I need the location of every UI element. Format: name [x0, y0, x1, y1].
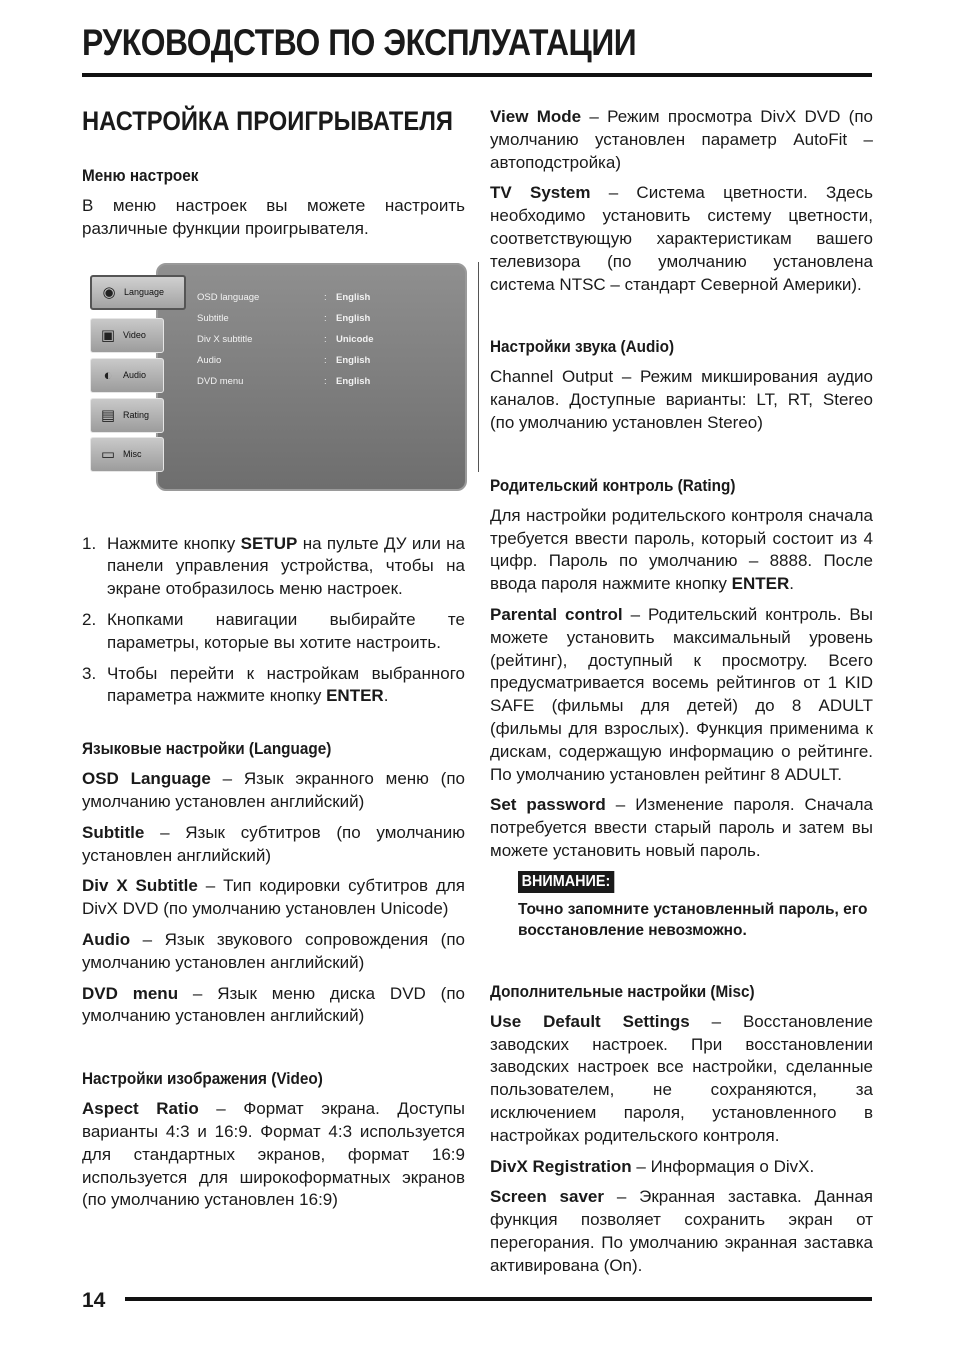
step-key: ENTER: [326, 686, 384, 706]
language-option-item: [82, 875, 465, 921]
menu-settings-table: [197, 287, 437, 392]
menu-row-value: English: [336, 291, 371, 303]
language-heading: Языковые настройки (Language): [82, 739, 332, 759]
right-column: [490, 106, 873, 1285]
step-item: [82, 609, 465, 655]
setup-menu-intro: В меню настроек вы можете настроить различные функции проигрывателя.: [82, 196, 465, 238]
video-option-item: [490, 106, 873, 174]
language-option-term: Subtitle: [82, 822, 145, 842]
menu-tab-label: Audio: [123, 370, 147, 381]
menu-row: [197, 287, 437, 308]
column-divider: [478, 262, 479, 472]
step-text-tail: .: [383, 686, 389, 706]
menu-tab-language: [90, 275, 186, 310]
step-number: 2.: [82, 609, 97, 629]
title-rule: [82, 73, 872, 77]
rating-heading: Родительский контроль (Rating): [490, 475, 736, 495]
language-option-item: [82, 983, 465, 1029]
video-option-term: View Mode: [490, 107, 582, 126]
misc-option-desc: – Информация о DivX.: [631, 1156, 815, 1176]
menu-tab-rating: [90, 398, 164, 433]
menu-row-sep: :: [324, 312, 327, 324]
video-option-term: TV System: [490, 183, 591, 203]
misc-option-item: [490, 1186, 873, 1277]
menu-row-value: Unicode: [336, 333, 374, 345]
footer-rule: [125, 1297, 872, 1301]
language-option-desc: – Язык субтитров (по умолчанию установлен английский): [82, 822, 465, 865]
warning-box: [518, 871, 873, 941]
page-number: 14: [82, 1289, 106, 1312]
audio-heading: Настройки звука (Audio): [490, 337, 675, 357]
video-option-term: Aspect Ratio: [82, 1099, 199, 1119]
step-number: 3.: [82, 663, 97, 683]
section-title: НАСТРОЙКА ПРОИГРЫВАТЕЛЯ: [82, 106, 453, 136]
language-option-term: OSD Language: [82, 769, 211, 789]
misc-option-term: Use Default Settings: [490, 1011, 690, 1031]
language-option-desc: – Тип кодировки субтитров для DivX DVD (по умолчанию установлен Unicode): [82, 876, 466, 919]
menu-row: [197, 329, 437, 350]
menu-row-key: Audio: [197, 354, 222, 366]
language-option-item: [82, 768, 465, 814]
menu-row-value: English: [336, 312, 371, 324]
misc-option-desc: – Экранная заставка. Данная функция позволяет сохранить экран от перегорания. По умолчанию экранная заставка активирована (On).: [490, 1187, 873, 1275]
misc-option-term: Screen saver: [490, 1187, 604, 1207]
language-option-term: DVD menu: [82, 983, 179, 1003]
menu-row-key: OSD language: [197, 291, 260, 303]
menu-row-value: English: [336, 354, 371, 366]
rating-option-term: Set password: [490, 795, 606, 815]
menu-row-key: Subtitle: [197, 312, 229, 324]
menu-row-sep: :: [324, 291, 327, 303]
video-option-desc: – Режим просмотра DivX DVD (по умолчанию установлен параметр AutoFit – автоподстройка): [490, 107, 873, 172]
misc-option-desc: – Восстановление заводских настроек. При восстановлении заводских настроек все настройки, сделанные пользователем, не сохраняются, за исключением пароля, установленного в настройках родительского контроля.: [490, 1011, 873, 1145]
menu-row-sep: :: [324, 354, 327, 366]
language-option-desc: – Язык экранного меню (по умолчанию установлен английский): [82, 769, 465, 811]
video-option-desc: – Формат экрана. Доступы варианты 4:3 и 16:9. Формат 4:3 используется для стандартных экранов, формат 16:9 используется для широкоформатных экранов (по умолчанию установлен 16:9): [82, 1099, 465, 1210]
step-text: Чтобы перейти к настройкам выбранного параметра нажмите кнопку: [107, 663, 465, 706]
menu-tab-video: [90, 318, 164, 353]
audio-text: Channel Output – Режим микширования аудио каналов. Доступные варианты: LT, RT, Stereo (по умолчанию установлен Stereo): [490, 367, 873, 432]
video-option-item: [82, 1098, 465, 1212]
rating-option-item: [490, 604, 873, 786]
menu-row: [197, 308, 437, 329]
rating-option-item: [490, 794, 873, 862]
rating-option-desc: – Изменение пароля. Сначала потребуется ввести старый пароль и затем вы можете установить новый пароль.: [490, 795, 873, 860]
setup-menu-heading: Меню настроек: [82, 166, 199, 185]
menu-row-sep: :: [324, 375, 327, 387]
video-option-desc: – Система цветности. Здесь необходимо установить систему цветности, соответствующую характеристикам вашего телевизора (по умолчанию установлена система NTSC – стандарт Северной Америки).: [490, 183, 873, 294]
menu-row-value: English: [336, 375, 371, 387]
misc-option-item: [490, 1011, 873, 1148]
step-text: Кнопками навигации выбирайте те параметры, которые вы хотите настроить.: [107, 609, 465, 652]
language-option-desc: – Язык звукового сопровождения (по умолчанию установлен английский): [82, 929, 465, 972]
step-number: 1.: [82, 533, 97, 553]
menu-tab-label: Rating: [123, 410, 150, 421]
language-option-item: [82, 929, 465, 975]
menu-row: [197, 350, 437, 371]
misc-option-item: [490, 1156, 873, 1179]
page-title: РУКОВОДСТВО ПО ЭКСПЛУАТАЦИИ: [82, 22, 637, 63]
left-column: [82, 106, 465, 1220]
language-option-term: Audio: [82, 929, 131, 949]
steps-list: [82, 533, 465, 709]
step-item: [82, 533, 465, 601]
warning-label: ВНИМАНИЕ:: [518, 871, 614, 893]
warning-text: Точно запомните установленный пароль, его восстановление невозможно.: [518, 900, 868, 939]
lock-icon: ▤: [100, 407, 116, 425]
language-option-term: Div X Subtitle: [82, 876, 198, 896]
video-option-item: [490, 182, 873, 296]
menu-row-key: DVD menu: [197, 375, 244, 387]
step-item: [82, 663, 465, 709]
menu-tab-label: Language: [124, 287, 165, 298]
menu-row: [197, 371, 437, 392]
step-key: SETUP: [240, 533, 298, 553]
misc-heading: Дополнительные настройки (Misc): [490, 981, 755, 1001]
menu-tab-label: Video: [123, 330, 146, 341]
menu-row-sep: :: [324, 333, 327, 345]
misc-option-term: DivX Registration: [490, 1156, 632, 1176]
language-option-desc: – Язык меню диска DVD (по умолчанию установлен английский): [82, 983, 465, 1026]
language-option-item: [82, 822, 465, 868]
speaker-icon: ◐: [103, 366, 113, 384]
misc-icon: ▭: [100, 446, 116, 464]
lips-icon: ◉: [102, 284, 116, 302]
rating-option-term: Parental control: [490, 604, 623, 624]
rating-option-desc: – Родительский контроль. Вы можете установить максимальный уровень (рейтинг), доступный к просмотру. Всего предусматривается восемь рейтингов от 1 KID SAFE (фильмы для детей) до 8 ADULT (фильмы для взрослых). Функция применима к дискам, содержащую информацию о рейтинге. По умолчанию установлен рейтинг 8 ADULT.: [490, 604, 873, 784]
step-text: Нажмите кнопку: [107, 533, 241, 553]
tv-icon: ▣: [100, 327, 116, 345]
menu-tab-audio: [90, 358, 164, 393]
menu-tab-misc: [90, 437, 164, 472]
menu-row-key: Div X subtitle: [197, 333, 253, 345]
menu-tab-label: Misc: [123, 449, 142, 460]
step-text-tail: на пульте ДУ или на панели управления устройства, чтобы на экране отобразилось меню настроек.: [107, 533, 466, 599]
video-heading: Настройки изображения (Video): [82, 1069, 323, 1089]
setup-menu-screenshot: [82, 263, 467, 491]
rating-intro: Для настройки родительского контроля сначала требуется ввести пароль, который состоит из 4 цифр. Пароль по умолчанию – 8888. После ввода пароля нажмите кнопку ENTER.: [490, 505, 873, 594]
